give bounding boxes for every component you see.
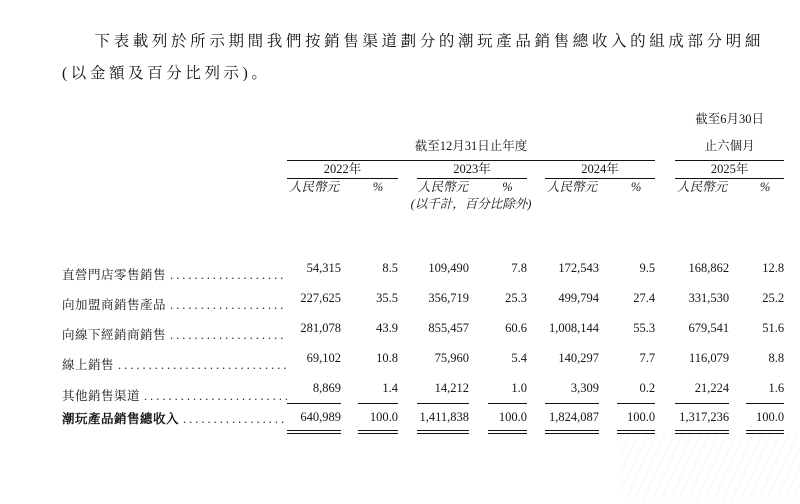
empty-cell bbox=[62, 161, 287, 179]
cell-2025-rmb: 21,224 bbox=[675, 373, 729, 404]
vertical-spacer-row bbox=[62, 213, 784, 253]
total-label: 潮玩產品銷售總收入 bbox=[62, 412, 180, 426]
dot-leader bbox=[166, 268, 287, 283]
total-2024-rmb: 1,824,087 bbox=[545, 404, 599, 433]
spacer-cell bbox=[527, 283, 545, 313]
cell-2025-rmb: 116,079 bbox=[688, 351, 730, 365]
cell-2023-rmb: 75,960 bbox=[434, 351, 469, 365]
cell-2022-pct: 43.9 bbox=[376, 321, 398, 335]
spacer-cell bbox=[599, 313, 617, 343]
revenue-by-channel-table bbox=[62, 106, 784, 434]
cell-2024-pct: 55.3 bbox=[633, 321, 656, 335]
cell-2025-pct: 1.6 bbox=[746, 373, 784, 404]
intro-paragraph: 下表載列於所示期間我們按銷售渠道劃分的潮玩產品銷售總收入的組成部分明細(以金額及百分比列示)。 bbox=[62, 33, 764, 82]
subcolumn-header-row bbox=[62, 179, 784, 197]
cell-2024-rmb: 1,008,144 bbox=[549, 321, 599, 335]
percent-header-2024: % bbox=[630, 180, 642, 194]
total-2025-rmb: 1,317,236 bbox=[675, 404, 729, 433]
currency-header-2022: 人民幣元 bbox=[288, 180, 339, 194]
spacer-cell bbox=[729, 179, 746, 197]
spacer-cell bbox=[527, 161, 545, 179]
spacer-cell bbox=[469, 283, 488, 313]
spacer-cell bbox=[599, 343, 617, 373]
spacer-cell bbox=[469, 253, 488, 283]
currency-header-2023: 人民幣元 bbox=[417, 180, 468, 194]
total-2025-pct: 100.0 bbox=[746, 404, 784, 433]
cell-2023-rmb: 855,457 bbox=[428, 321, 469, 335]
empty-cell bbox=[62, 106, 287, 161]
interim-period-line2: 止六個月 bbox=[704, 139, 755, 153]
dot-leader bbox=[166, 298, 287, 313]
cell-2024-pct: 0.2 bbox=[617, 373, 655, 404]
spacer-cell bbox=[729, 283, 746, 313]
spacer-cell bbox=[398, 313, 417, 343]
scan-artifact bbox=[620, 434, 800, 500]
spacer-cell bbox=[341, 313, 358, 343]
percent-header-2025: % bbox=[759, 180, 771, 194]
spacer-cell bbox=[341, 404, 358, 433]
dot-leader bbox=[179, 406, 287, 432]
total-2024-pct: 100.0 bbox=[617, 404, 655, 433]
row-offline-distributors bbox=[62, 313, 784, 343]
spacer-cell bbox=[469, 313, 488, 343]
row-label: 線上銷售 bbox=[62, 358, 115, 372]
spacer-cell bbox=[729, 253, 746, 283]
cell-2024-pct: 7.7 bbox=[639, 351, 656, 365]
spacer-cell bbox=[655, 283, 675, 313]
row-label-cell bbox=[62, 373, 287, 404]
row-label: 其他銷售渠道 bbox=[62, 388, 141, 403]
spacer-cell bbox=[527, 404, 545, 433]
dot-leader bbox=[166, 328, 287, 343]
spacer-cell bbox=[341, 179, 358, 197]
year-header-2022: 2022年 bbox=[287, 161, 398, 179]
cell-2022-rmb: 8,869 bbox=[287, 373, 341, 404]
unit-note: (以千計，百分比除外) bbox=[410, 197, 532, 211]
year-header-2025: 2025年 bbox=[675, 161, 784, 179]
spacer-cell bbox=[655, 343, 675, 373]
row-online-sales bbox=[62, 343, 784, 373]
cell-2025-pct: 12.8 bbox=[762, 261, 785, 275]
row-label: 向加盟商銷售產品 bbox=[62, 298, 167, 312]
spacer-cell bbox=[527, 373, 545, 404]
row-direct-retail bbox=[62, 253, 784, 283]
row-total-revenue bbox=[62, 404, 784, 433]
cell-2023-pct: 25.3 bbox=[505, 291, 527, 305]
cell-2022-pct: 8.5 bbox=[382, 261, 398, 275]
spacer-cell bbox=[527, 179, 545, 197]
spacer-cell bbox=[398, 283, 417, 313]
row-label-cell bbox=[62, 253, 287, 283]
cell-2025-rmb: 331,530 bbox=[688, 291, 730, 305]
cell-2022-rmb: 69,102 bbox=[306, 351, 341, 365]
spacer-cell bbox=[398, 404, 417, 433]
row-franchisee-sales bbox=[62, 283, 784, 313]
cell-2022-pct: 35.5 bbox=[376, 291, 398, 305]
cell-2024-rmb: 499,794 bbox=[558, 291, 599, 305]
spacer-cell bbox=[729, 343, 746, 373]
year-header-row bbox=[62, 161, 784, 179]
spacer-cell bbox=[527, 253, 545, 283]
spacer-cell bbox=[398, 179, 417, 197]
dot-leader bbox=[140, 389, 287, 404]
cell-2025-rmb: 168,862 bbox=[688, 261, 730, 275]
empty-cell bbox=[655, 196, 784, 213]
cell-2023-rmb: 109,490 bbox=[428, 261, 469, 275]
spacer-cell bbox=[599, 404, 617, 433]
spacer-cell bbox=[341, 253, 358, 283]
spacer-cell bbox=[599, 253, 617, 283]
row-label: 向線下經銷商銷售 bbox=[62, 328, 167, 342]
spacer-cell bbox=[527, 313, 545, 343]
year-header-2023: 2023年 bbox=[417, 161, 527, 179]
spacer-cell bbox=[469, 343, 488, 373]
spacer-cell bbox=[729, 313, 746, 343]
cell-2024-pct: 27.4 bbox=[633, 291, 656, 305]
spacer-cell bbox=[655, 106, 675, 161]
cell-2022-rmb: 281,078 bbox=[300, 321, 341, 335]
spacer-cell bbox=[469, 373, 488, 404]
row-label-cell bbox=[62, 343, 287, 373]
spacer-cell bbox=[469, 179, 488, 197]
spacer-cell bbox=[469, 404, 488, 433]
total-2022-pct: 100.0 bbox=[358, 404, 398, 433]
spacer-cell bbox=[729, 373, 746, 404]
cell-2025-pct: 25.2 bbox=[762, 291, 785, 305]
spacer-cell bbox=[341, 373, 358, 404]
spacer-cell bbox=[599, 373, 617, 404]
interim-period-header bbox=[675, 106, 784, 161]
spacer-cell bbox=[341, 343, 358, 373]
spacer-cell bbox=[341, 283, 358, 313]
total-label-cell bbox=[62, 404, 287, 433]
spacer-cell bbox=[655, 179, 675, 197]
cell-2024-rmb: 3,309 bbox=[545, 373, 599, 404]
empty-cell bbox=[62, 196, 287, 213]
annual-period-header: 截至12月31日止年度 bbox=[287, 106, 655, 161]
spacer-cell bbox=[655, 253, 675, 283]
percent-header-2023: % bbox=[502, 180, 513, 194]
spacer-cell bbox=[655, 373, 675, 404]
percent-header-2022: % bbox=[372, 180, 384, 194]
cell-2025-pct: 51.6 bbox=[762, 321, 785, 335]
cell-2023-pct: 1.0 bbox=[488, 373, 527, 404]
cell-2025-pct: 8.8 bbox=[768, 351, 785, 365]
cell-2023-pct: 5.4 bbox=[511, 351, 527, 365]
cell-2022-rmb: 54,315 bbox=[306, 261, 341, 275]
spacer-cell bbox=[398, 343, 417, 373]
row-other-channels bbox=[62, 373, 784, 404]
cell-2022-pct: 10.8 bbox=[376, 351, 398, 365]
spacer-cell bbox=[729, 404, 746, 433]
year-header-2024: 2024年 bbox=[545, 161, 655, 179]
spacer-cell bbox=[398, 161, 417, 179]
cell-2023-rmb: 356,719 bbox=[428, 291, 469, 305]
cell-2022-pct: 1.4 bbox=[358, 373, 398, 404]
spacer-cell bbox=[398, 253, 417, 283]
currency-header-2025: 人民幣元 bbox=[677, 180, 728, 194]
dot-leader bbox=[114, 358, 287, 373]
row-label-cell bbox=[62, 313, 287, 343]
interim-period-line1: 截至6月30日 bbox=[695, 112, 764, 126]
currency-header-2024: 人民幣元 bbox=[546, 180, 597, 194]
total-2022-rmb: 640,989 bbox=[287, 404, 341, 433]
cell-2024-rmb: 140,297 bbox=[558, 351, 599, 365]
unit-note-row bbox=[62, 196, 784, 213]
cell-2025-rmb: 679,541 bbox=[688, 321, 730, 335]
spacer-cell bbox=[655, 313, 675, 343]
cell-2023-pct: 7.8 bbox=[511, 261, 527, 275]
spacer-cell bbox=[527, 343, 545, 373]
period-header-row bbox=[62, 106, 784, 161]
spacer-cell bbox=[655, 404, 675, 433]
spacer-cell bbox=[599, 179, 617, 197]
total-2023-pct: 100.0 bbox=[488, 404, 527, 433]
row-label: 直營門店零售銷售 bbox=[62, 268, 167, 282]
cell-2023-pct: 60.6 bbox=[505, 321, 527, 335]
cell-2024-pct: 9.5 bbox=[639, 261, 656, 275]
spacer-cell bbox=[62, 213, 784, 253]
row-label-cell bbox=[62, 283, 287, 313]
spacer-cell bbox=[599, 283, 617, 313]
empty-cell bbox=[62, 179, 287, 197]
spacer-cell bbox=[655, 161, 675, 179]
cell-2023-rmb: 14,212 bbox=[417, 373, 469, 404]
total-2023-rmb: 1,411,838 bbox=[417, 404, 469, 433]
cell-2022-rmb: 227,625 bbox=[300, 291, 341, 305]
spacer-cell bbox=[398, 373, 417, 404]
cell-2024-rmb: 172,543 bbox=[558, 261, 599, 275]
